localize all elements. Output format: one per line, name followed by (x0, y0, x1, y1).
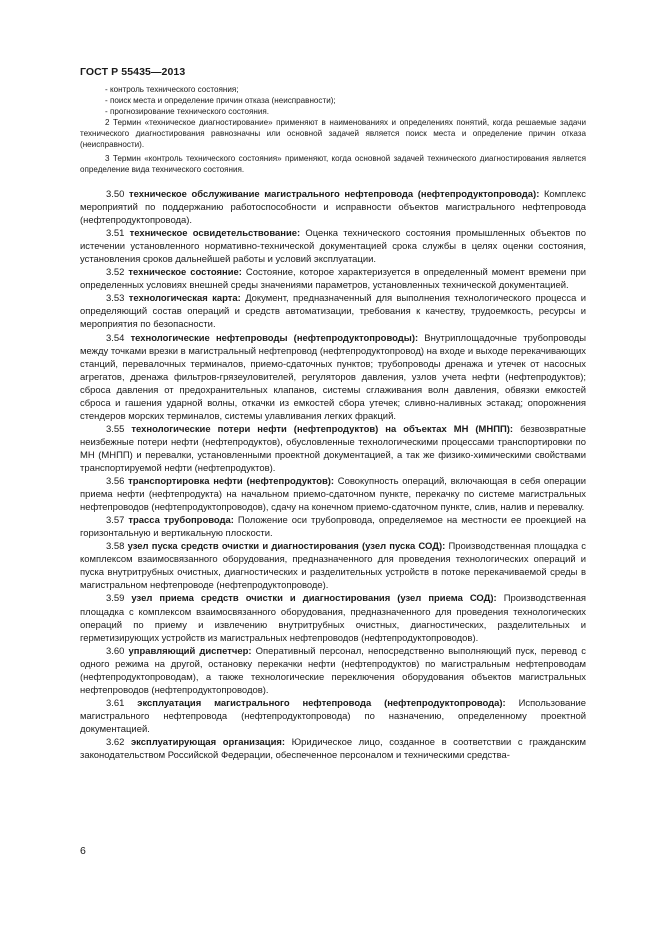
term-entry: 3.53 технологическая карта: Документ, предназначенный для выполнения технологического процесса и определяющий состав операций и средств автоматизации, требования к качеству, трудоемкость, ресурсы и мероприятия по безопасности. (80, 293, 587, 331)
term-entry: 3.62 эксплуатирующая организация: Юридическое лицо, созданное в соответствии с гражданским законодательством Российской Федерации, обеспеченное персоналом и техническими средства- (80, 736, 586, 762)
page-number: 6 (80, 845, 86, 857)
term-entry: 3.50 техническое обслуживание магистрального нефтепровода (нефтепродуктопровода): Комплекс мероприятий по поддержанию работоспособности и исправности объектов магистрального нефтепровода (нефтепродуктопровода). (80, 189, 586, 227)
term-entry: 3.56 транспортировка нефти (нефтепродуктов): Совокупность операций, включающая в себя операции приема нефти (нефтепродукта) на начальном приемо-сдаточном пункте, перекачку по системе магистральных нефтепроводов (нефтепродуктопроводов), сдачу на конечном приемо-сдаточном пункте, слив, налив и перевалку. (80, 476, 586, 514)
term-entry: 3.52 техническое состояние: Состояние, которое характеризуется в определенный момент времени при определенных условиях внешней среды значениями параметров, установленных технической документацией. (80, 267, 586, 292)
term-entry: 3.60 управляющий диспетчер: Оперативный персонал, непосредственно выполняющий пуск, перевод с одного режима на другой, остановку перекачки нефти (нефтепродуктов) по магистральным нефтепроводам (нефтепродуктопроводам), а также технологические переключения оборудования объектов магистральных нефтепроводов (нефтепродуктопроводов). (80, 645, 587, 696)
term-entry: 3.54 технологические нефтепроводы (нефтепродуктопроводы): Внутриплощадочные трубопроводы между точками врезки в магистральный нефтепровод (нефтепродуктопровод) на входе и выходе перекачивающих станций, перевалочных терминалов, приемо-сдаточных пунктов; трубопроводы дренажа и утечек от насосных агрегатов, дренажа фильтров-грязеуловителей, регуляторов давления, узлов учета нефти (нефтепродуктов); сброса давления от предохранительных клапанов, системы сглаживания волн давления, обвязки емкостей сброса и гашения ударной волны, откачки из емкостей сбора утечек; сливно-наливных эстакад; опорожнения стендеров морских терминалов, системы улавливания легких фракций. (80, 332, 587, 422)
notes-block (80, 84, 586, 175)
note-list-item: - поиск места и определение причин отказа (неисправности); (105, 96, 336, 106)
term-entry: 3.59 узел приема средств очистки и диагностирования (узел приема СОД): Производственная площадка с комплексом взаимосвязанного оборудования, предназначенного для проведения технологических операций по приему и извлечению внутритрубных очистных, диагностических, разделительных и герметизирующих устройств из магистральных нефтепроводов (нефтепродуктопроводов). (80, 593, 587, 644)
term-entry: 3.58 узел пуска средств очистки и диагностирования (узел пуска СОД): Производственная площадка с комплексом взаимосвязанного оборудования, предназначенного для проведения технологических операций и пуска внутритрубных очистных, диагностических и разделительных устройств в потоке перекачиваемой среды в магистральном нефтепроводе (нефтепродуктопроводе). (80, 541, 587, 592)
note-2: 2 Термин «техническое диагностирование» применяют в наименованиях и определениях понятий, когда решаемые задачи технического диагностирования равнозначны или основной задачей является поиск места и определение причин отказа (неисправности). (80, 118, 586, 150)
terms-list (80, 188, 586, 762)
term-entry: 3.61 эксплуатация магистрального нефтепровода (нефтепродуктопровода): Использование магистрального нефтепровода (нефтепродуктопровода) по назначению, определенному проектной документацией. (80, 697, 586, 735)
note-3: 3 Термин «контроль технического состояния» применяют, когда основной задачей технического диагностирования является определение вида технического состояния. (80, 153, 586, 174)
term-entry: 3.55 технологические потери нефти (нефтепродуктов) на объектах МН (МНПП): безвозвратные неизбежные потери нефти (нефтепродуктов), обусловленные технологическими процессами транспортировки по МН (МНПП) и перевалки, установленными проектной документацией, а так же физико-химическими свойствами транспортируемой нефти (нефтепродуктов). (80, 423, 586, 474)
document-header: ГОСТ Р 55435—2013 (80, 66, 186, 78)
term-entry: 3.57 трасса трубопровода: Положение оси трубопровода, определяемое на местности ее проекцией на горизонтальную и вертикальную плоскости. (80, 515, 586, 540)
note-list-item: - прогнозирование технического состояния. (105, 107, 270, 117)
note-list-item: - контроль технического состояния; (105, 85, 239, 94)
term-entry: 3.51 техническое освидетельствование: Оценка технического состояния промышленных объектов по истечении установленного нормативно-технической документацией срока службы в целях оценки состояния, установления сроков дальнейшей работы и условий эксплуатации. (80, 228, 587, 266)
